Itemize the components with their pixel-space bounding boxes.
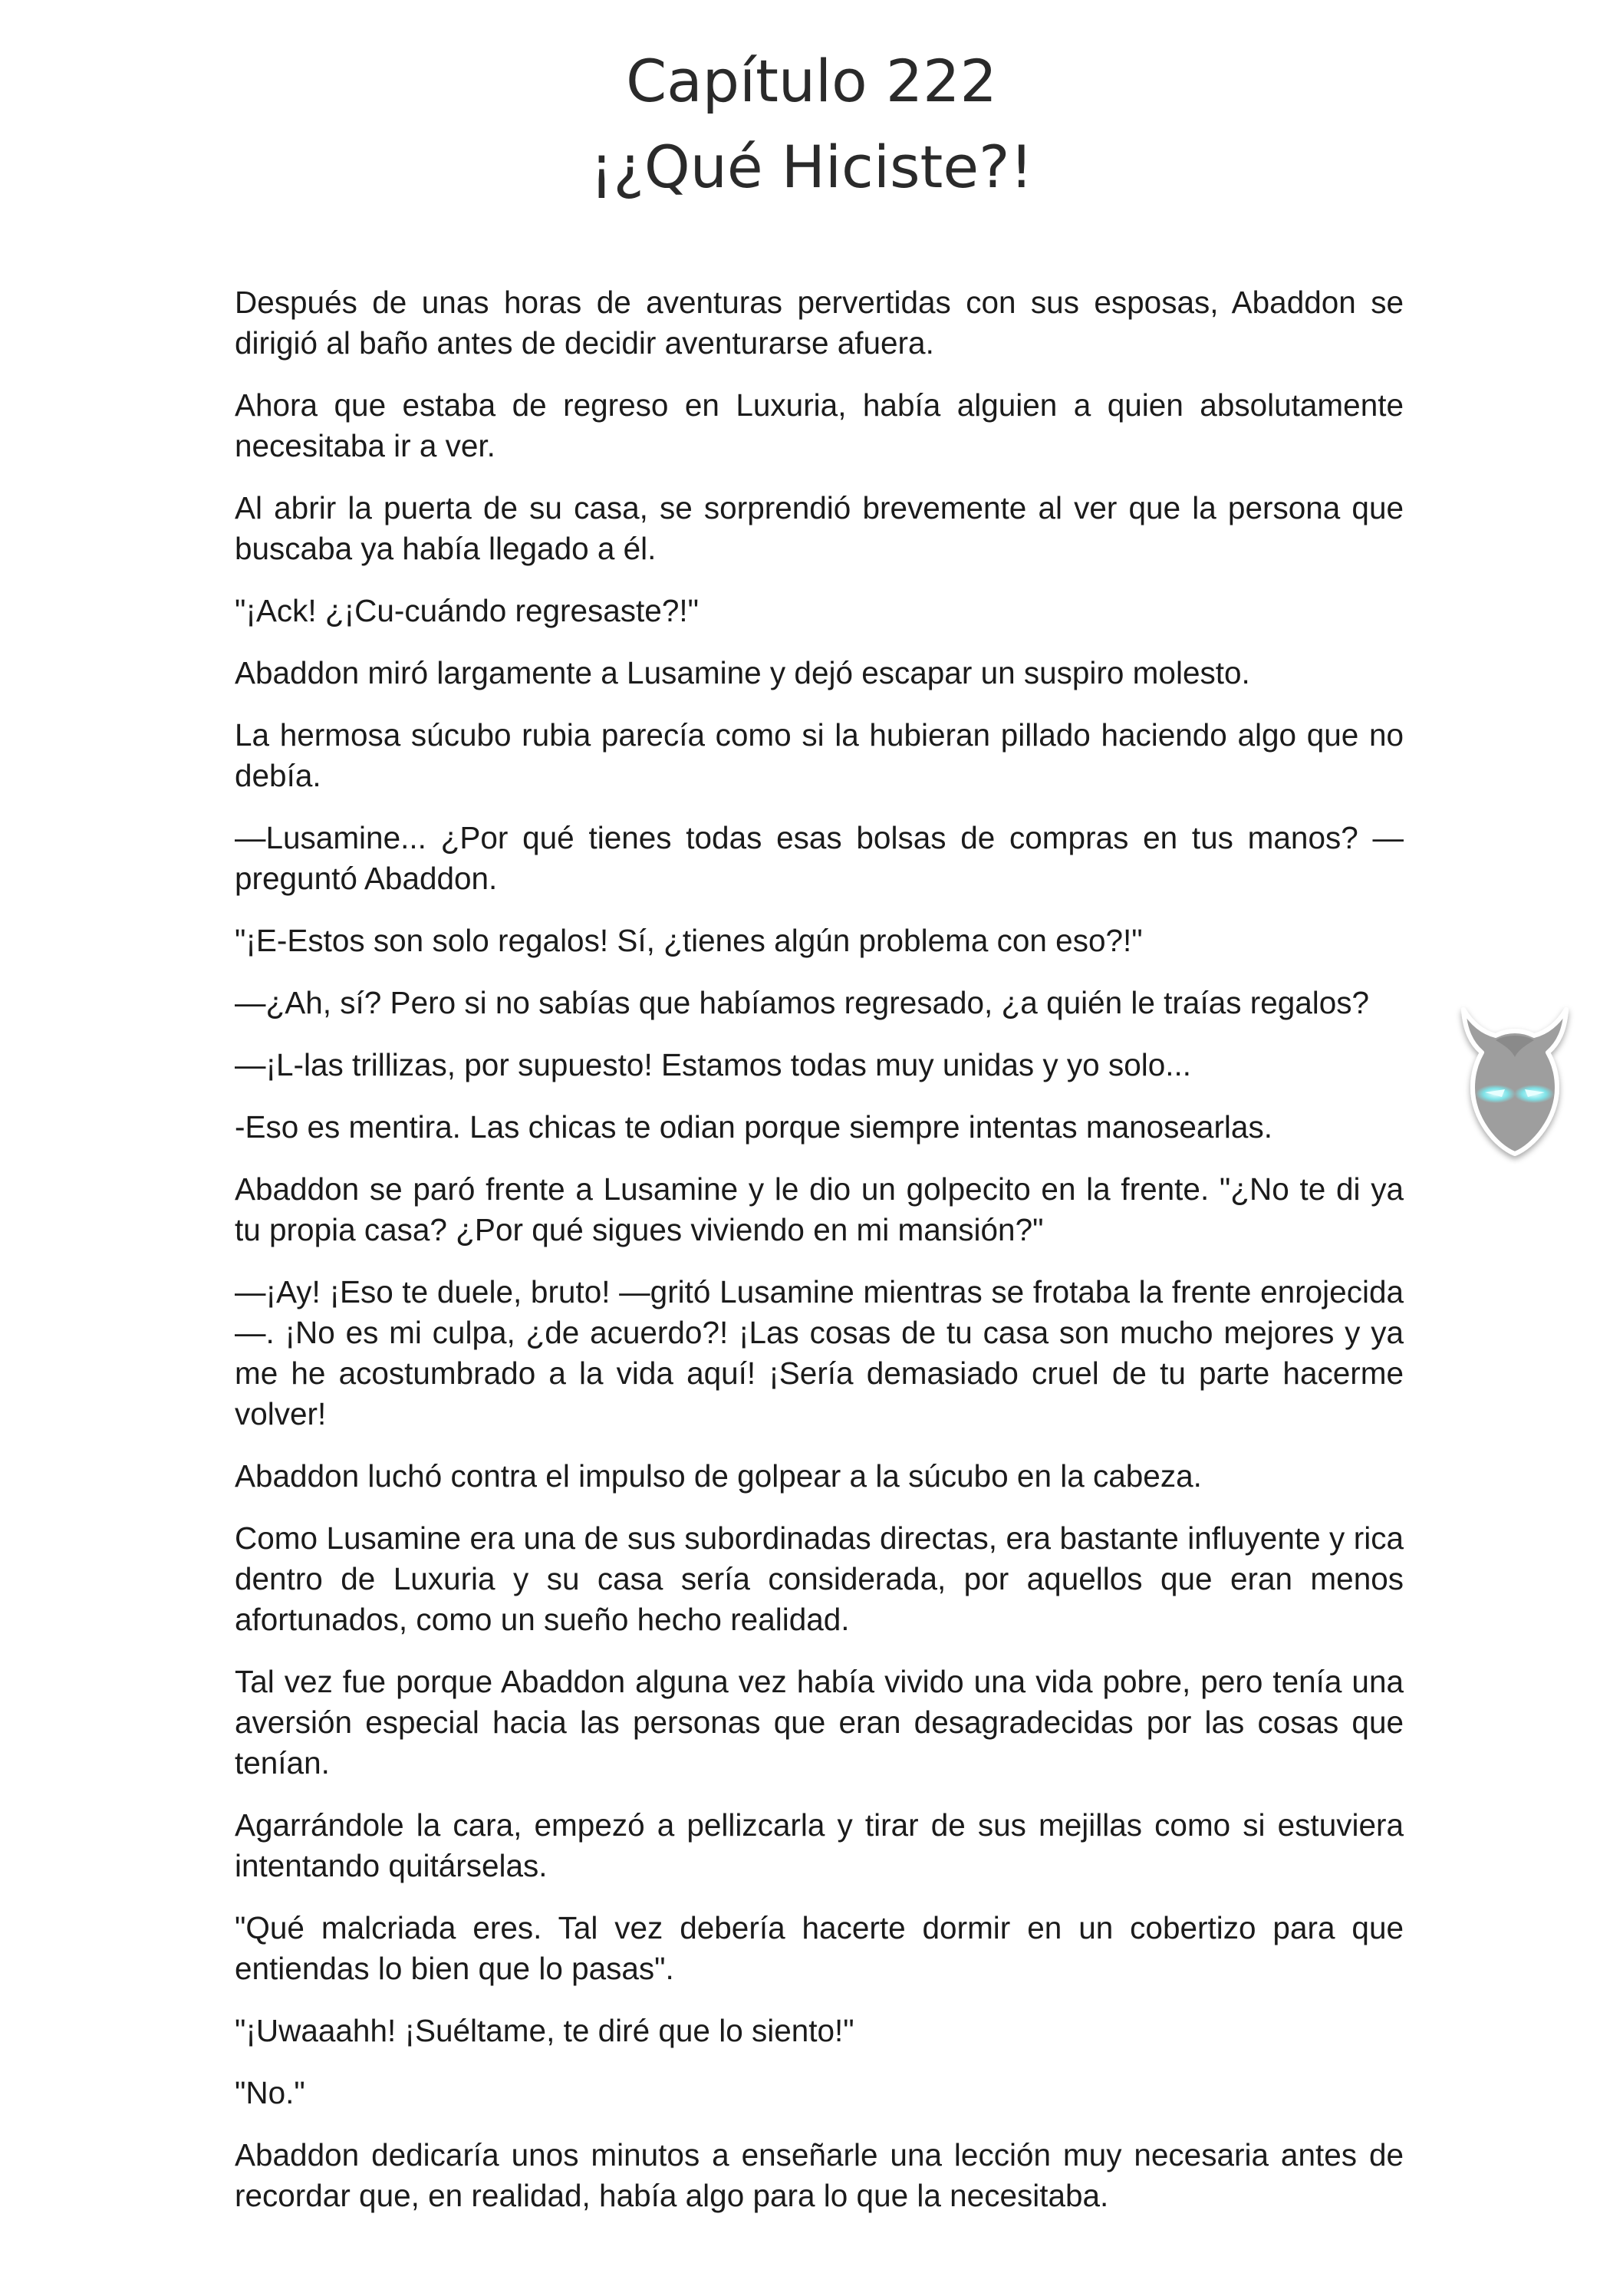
chapter-number: Capítulo 222 [626,47,997,115]
paragraph: "Qué malcriada eres. Tal vez debería hacerte dormir en un cobertizo para que entiendas lo bien que lo pasas". [235,1910,1404,1986]
paragraph: Al abrir la puerta de su casa, se sorprendió brevemente al ver que la persona que buscaba ya había llegado a él. [235,490,1404,566]
paragraph: "¡Ack! ¿¡Cu-cuándo regresaste?!" [235,593,699,628]
paragraph: Abaddon miró largamente a Lusamine y dejó escapar un suspiro molesto. [235,655,1250,690]
paragraph: Abaddon dedicaría unos minutos a enseñarle una lección muy necesaria antes de recordar que, en realidad, había algo para lo que la necesitaba. [235,2137,1404,2213]
paragraph: "No." [235,2075,305,2110]
paragraph: -Eso es mentira. Las chicas te odian porque siempre intentas manosearlas. [235,1109,1272,1145]
paragraph: Abaddon se paró frente a Lusamine y le dio un golpecito en la frente. "¿No te di ya tu propia casa? ¿Por qué sigues viviendo en mi mansión?" [235,1171,1404,1247]
paragraph: "¡Uwaaahh! ¡Suéltame, te diré que lo siento!" [235,2013,854,2048]
paragraph: La hermosa súcubo rubia parecía como si la hubieran pillado haciendo algo que no debía. [235,717,1404,793]
chapter-title: ¡¿Qué Hiciste?! [590,133,1033,201]
demon-head-icon [1442,996,1588,1164]
paragraph: —¡L-las trillizas, por supuesto! Estamos todas muy unidas y yo solo... [235,1047,1192,1082]
paragraph: Como Lusamine era una de sus subordinadas directas, era bastante influyente y rica dentro de Luxuria y su casa sería considerada, por aquellos que eran menos afortunados, como un sueño hecho realidad. [235,1520,1404,1637]
paragraph: —¿Ah, sí? Pero si no sabías que habíamos regresado, ¿a quién le traías regalos? [235,985,1370,1020]
paragraph: Ahora que estaba de regreso en Luxuria, había alguien a quien absolutamente necesitaba ir a ver. [235,387,1404,463]
paragraph: Después de unas horas de aventuras pervertidas con sus esposas, Abaddon se dirigió al baño antes de decidir aventurarse afuera. [235,285,1404,361]
chapter-body [235,282,1404,2238]
paragraph: —Lusamine... ¿Por qué tienes todas esas bolsas de compras en tus manos? —preguntó Abaddon. [235,820,1404,896]
chapter-heading [0,38,1623,210]
paragraph: Tal vez fue porque Abaddon alguna vez había vivido una vida pobre, pero tenía una aversión especial hacia las personas que eran desagradecidas por las cosas que tenían. [235,1664,1404,1780]
paragraph: Agarrándole la cara, empezó a pellizcarla y tirar de sus mejillas como si estuviera intentando quitárselas. [235,1807,1404,1883]
paragraph: Abaddon luchó contra el impulso de golpear a la súcubo en la cabeza. [235,1458,1202,1494]
paragraph: "¡E-Estos son solo regalos! Sí, ¿tienes algún problema con eso?!" [235,923,1143,958]
paragraph: —¡Ay! ¡Eso te duele, bruto! —gritó Lusamine mientras se frotaba la frente enrojecida—. ¡No es mi culpa, ¿de acuerdo?! ¡Las cosas de tu casa son mucho mejores y ya me he acostumbrado a la vida aquí! ¡Sería demasiado cruel de tu parte hacerme volver! [235,1274,1404,1431]
